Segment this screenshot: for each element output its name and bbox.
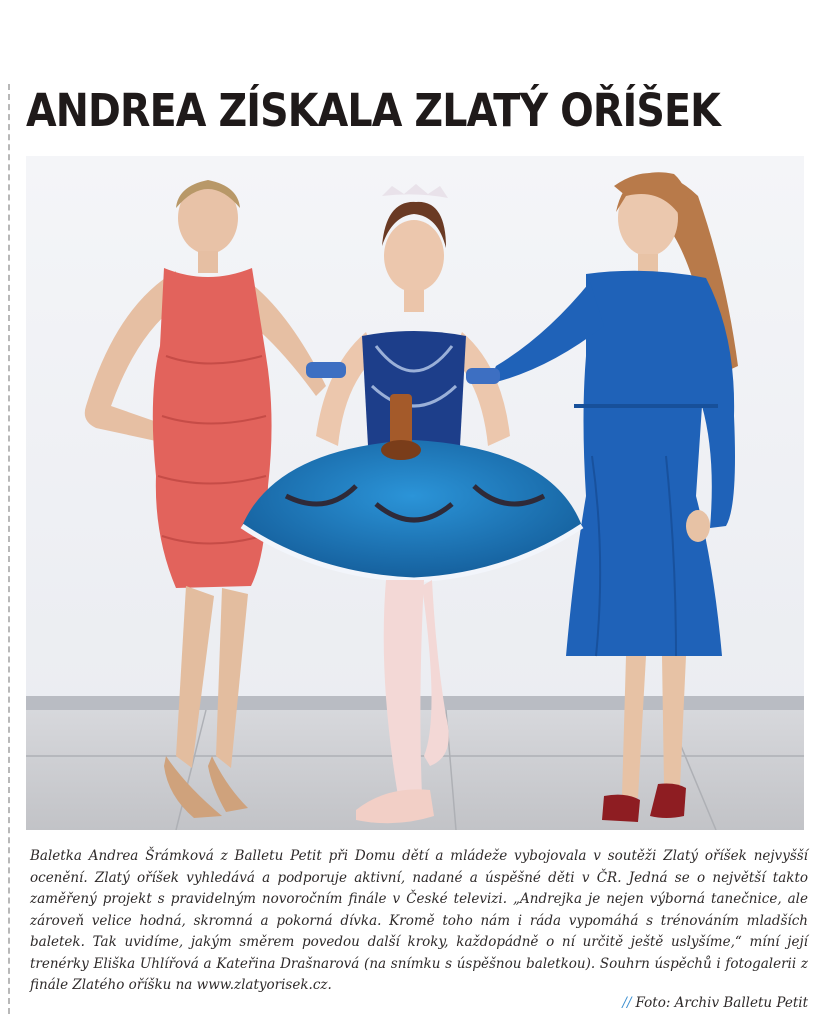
credit-marks: // — [622, 995, 632, 1011]
page-margin-rule — [8, 84, 10, 1014]
credit-text: Foto: Archiv Balletu Petit — [635, 995, 808, 1011]
coral-dress — [153, 268, 272, 588]
arm-band-left — [306, 362, 346, 378]
red-shoe-left — [602, 795, 640, 822]
arm-band-right — [466, 368, 500, 384]
article-photo — [26, 156, 804, 830]
photo-caption: Baletka Andrea Šrámková z Balletu Petit při Domu dětí a mládeže vybojovala v soutěži Zlatý oříšek nejvyšší ocenění. Zlatý oříšek vyhledává a podporuje aktivní, nadané a úspěšné děti v ČR. Jedná se o největší takto zaměřený projekt s pravidelným novoročním finále v České televizi. „Andrejka je nejen výborná tanečnice, ale zároveň velice hodná, skromná a pokorná dívka. Kromě toho nám i ráda vypomáhá s trénováním mladších baletek. Tak uvidíme, jakým směrem povedou další kroky, každopádně o ní určitě ještě uslyšíme,“ míní její trenérky Eliška Uhlířová a Kateřina Drašnarová (na snímku s úspěšnou baletkou). Souhrn úspěchů i fotogalerii z finále Zlatého oříšku na www.zlatyorisek.cz. — [30, 848, 808, 993]
article-headline: ANDREA ZÍSKALA ZLATÝ OŘÍŠEK — [26, 84, 720, 137]
photo-credit — [622, 995, 808, 1011]
